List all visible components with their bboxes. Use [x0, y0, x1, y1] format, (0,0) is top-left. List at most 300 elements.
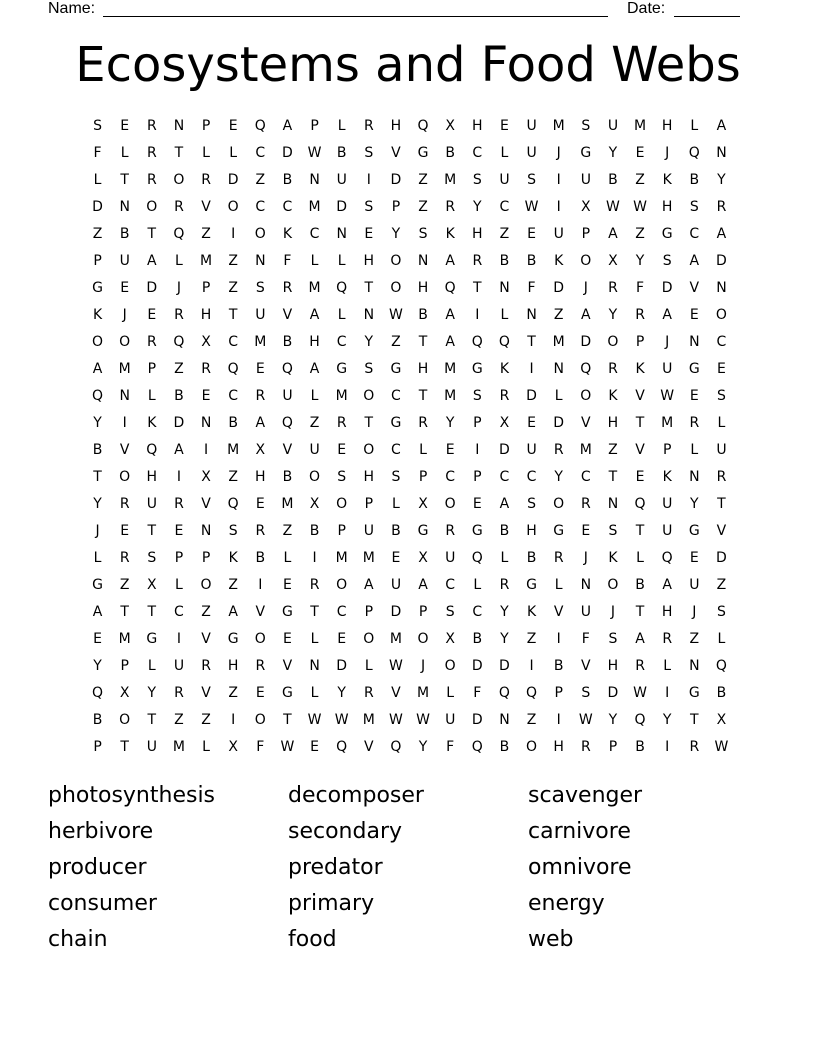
- grid-letter[interactable]: K: [662, 468, 672, 485]
- grid-letter[interactable]: R: [418, 414, 428, 431]
- grid-letter[interactable]: E: [120, 522, 130, 539]
- grid-letter[interactable]: Z: [689, 630, 700, 647]
- grid-letter[interactable]: D: [661, 279, 673, 296]
- grid-letter[interactable]: L: [690, 441, 699, 458]
- grid-letter[interactable]: B: [526, 252, 537, 269]
- grid-letter[interactable]: L: [717, 630, 726, 647]
- grid-letter[interactable]: Z: [526, 630, 537, 647]
- grid-letter[interactable]: Z: [282, 522, 293, 539]
- grid-letter[interactable]: B: [255, 549, 266, 566]
- grid-letter[interactable]: H: [661, 117, 673, 134]
- grid-letter[interactable]: G: [282, 684, 293, 701]
- grid-letter[interactable]: Y: [608, 711, 618, 728]
- grid-letter[interactable]: G: [146, 630, 158, 647]
- grid-letter[interactable]: J: [583, 279, 588, 296]
- grid-letter[interactable]: P: [473, 414, 482, 431]
- grid-letter[interactable]: Q: [146, 441, 158, 458]
- grid-letter[interactable]: Y: [635, 252, 645, 269]
- grid-letter[interactable]: U: [390, 576, 402, 593]
- grid-letter[interactable]: D: [580, 333, 592, 350]
- grid-letter[interactable]: L: [310, 630, 319, 647]
- grid-letter[interactable]: N: [336, 225, 347, 242]
- grid-letter[interactable]: L: [283, 549, 292, 566]
- grid-letter[interactable]: O: [254, 225, 266, 242]
- grid-letter[interactable]: I: [203, 441, 209, 458]
- grid-letter[interactable]: M: [634, 117, 647, 134]
- grid-letter[interactable]: O: [119, 333, 131, 350]
- grid-letter[interactable]: O: [119, 468, 131, 485]
- grid-letter[interactable]: A: [147, 252, 157, 269]
- grid-letter[interactable]: W: [389, 306, 403, 323]
- grid-letter[interactable]: S: [93, 117, 102, 134]
- grid-letter[interactable]: Q: [526, 684, 538, 701]
- grid-letter[interactable]: L: [473, 576, 482, 593]
- grid-letter[interactable]: O: [254, 630, 266, 647]
- grid-letter[interactable]: L: [310, 252, 319, 269]
- grid-letter[interactable]: A: [689, 252, 700, 269]
- grid-letter[interactable]: E: [472, 495, 482, 512]
- grid-letter[interactable]: Q: [417, 117, 429, 134]
- grid-letter[interactable]: U: [445, 549, 456, 566]
- grid-letter[interactable]: D: [336, 657, 348, 674]
- grid-letter[interactable]: M: [172, 738, 185, 755]
- grid-letter[interactable]: T: [147, 603, 157, 620]
- grid-letter[interactable]: J: [95, 522, 100, 539]
- grid-letter[interactable]: U: [716, 441, 727, 458]
- grid-letter[interactable]: P: [662, 441, 672, 458]
- grid-letter[interactable]: J: [583, 549, 588, 566]
- grid-letter[interactable]: X: [201, 468, 211, 485]
- grid-letter[interactable]: R: [282, 279, 293, 296]
- grid-letter[interactable]: I: [231, 225, 236, 242]
- grid-letter[interactable]: X: [228, 738, 238, 755]
- grid-letter[interactable]: Y: [147, 684, 157, 701]
- grid-letter[interactable]: K: [228, 549, 238, 566]
- grid-letter[interactable]: U: [445, 711, 456, 728]
- grid-letter[interactable]: L: [392, 495, 400, 512]
- grid-letter[interactable]: J: [176, 279, 181, 296]
- grid-letter[interactable]: V: [119, 441, 130, 458]
- grid-letter[interactable]: L: [663, 657, 672, 674]
- grid-letter[interactable]: O: [227, 198, 239, 215]
- grid-letter[interactable]: P: [473, 468, 482, 485]
- grid-letter[interactable]: C: [716, 333, 727, 350]
- grid-letter[interactable]: N: [309, 171, 320, 188]
- grid-letter[interactable]: E: [283, 576, 292, 593]
- grid-letter[interactable]: R: [174, 495, 184, 512]
- grid-letter[interactable]: Q: [715, 657, 727, 674]
- grid-letter[interactable]: X: [147, 576, 157, 593]
- grid-letter[interactable]: O: [363, 441, 375, 458]
- grid-letter[interactable]: S: [364, 198, 374, 215]
- grid-letter[interactable]: O: [390, 252, 402, 269]
- grid-letter[interactable]: T: [364, 414, 374, 431]
- grid-letter[interactable]: P: [93, 252, 102, 269]
- grid-letter[interactable]: P: [147, 360, 157, 377]
- grid-letter[interactable]: H: [661, 603, 673, 620]
- grid-letter[interactable]: R: [472, 252, 483, 269]
- grid-letter[interactable]: O: [580, 387, 592, 404]
- grid-letter[interactable]: I: [231, 711, 236, 728]
- grid-letter[interactable]: B: [526, 549, 537, 566]
- grid-letter[interactable]: O: [444, 657, 456, 674]
- grid-letter[interactable]: Y: [500, 603, 509, 620]
- grid-letter[interactable]: A: [499, 495, 510, 512]
- grid-letter[interactable]: T: [364, 279, 374, 296]
- grid-letter[interactable]: N: [499, 711, 510, 728]
- grid-letter[interactable]: O: [363, 387, 375, 404]
- grid-letter[interactable]: C: [174, 603, 184, 620]
- grid-letter[interactable]: T: [635, 603, 645, 620]
- grid-letter[interactable]: U: [662, 360, 673, 377]
- grid-letter[interactable]: A: [364, 576, 374, 593]
- grid-letter[interactable]: S: [418, 225, 428, 242]
- grid-letter[interactable]: D: [471, 657, 483, 674]
- grid-letter[interactable]: O: [336, 495, 348, 512]
- grid-letter[interactable]: S: [527, 495, 536, 512]
- grid-letter[interactable]: L: [175, 252, 183, 269]
- grid-letter[interactable]: I: [556, 630, 561, 647]
- grid-letter[interactable]: P: [201, 279, 211, 296]
- grid-letter[interactable]: B: [282, 333, 293, 350]
- grid-letter[interactable]: P: [608, 738, 618, 755]
- grid-letter[interactable]: Z: [92, 225, 103, 242]
- grid-letter[interactable]: O: [444, 495, 456, 512]
- grid-letter[interactable]: G: [688, 360, 700, 377]
- grid-letter[interactable]: E: [93, 630, 102, 647]
- grid-letter[interactable]: J: [556, 144, 561, 161]
- grid-letter[interactable]: B: [309, 522, 320, 539]
- grid-letter[interactable]: S: [364, 144, 374, 161]
- grid-letter[interactable]: U: [499, 171, 510, 188]
- grid-letter[interactable]: L: [717, 414, 726, 431]
- grid-letter[interactable]: Z: [635, 225, 645, 242]
- grid-letter[interactable]: R: [716, 468, 727, 485]
- grid-letter[interactable]: O: [173, 171, 185, 188]
- grid-letter[interactable]: O: [254, 711, 266, 728]
- grid-letter[interactable]: N: [119, 198, 130, 215]
- grid-letter[interactable]: R: [689, 414, 700, 431]
- grid-letter[interactable]: E: [255, 684, 265, 701]
- grid-letter[interactable]: Y: [445, 414, 455, 431]
- grid-letter[interactable]: E: [717, 360, 726, 377]
- grid-letter[interactable]: K: [608, 387, 618, 404]
- grid-letter[interactable]: D: [390, 171, 402, 188]
- grid-letter[interactable]: U: [526, 117, 537, 134]
- grid-letter[interactable]: P: [337, 522, 346, 539]
- grid-letter[interactable]: Z: [418, 198, 428, 215]
- grid-letter[interactable]: S: [689, 198, 699, 215]
- grid-letter[interactable]: U: [553, 225, 564, 242]
- grid-letter[interactable]: R: [119, 549, 130, 566]
- grid-letter[interactable]: B: [174, 387, 184, 404]
- grid-letter[interactable]: C: [282, 198, 293, 215]
- grid-letter[interactable]: M: [444, 360, 457, 377]
- grid-letter[interactable]: Y: [93, 657, 102, 674]
- grid-letter[interactable]: N: [200, 414, 212, 431]
- grid-letter[interactable]: E: [255, 495, 265, 512]
- grid-letter[interactable]: D: [499, 657, 510, 674]
- grid-letter[interactable]: M: [335, 549, 348, 566]
- grid-letter[interactable]: G: [688, 522, 700, 539]
- grid-letter[interactable]: S: [472, 171, 482, 188]
- grid-letter[interactable]: V: [391, 144, 401, 161]
- grid-letter[interactable]: E: [527, 414, 536, 431]
- grid-letter[interactable]: W: [633, 684, 647, 701]
- grid-letter[interactable]: R: [201, 360, 211, 377]
- grid-letter[interactable]: M: [227, 441, 240, 458]
- grid-letter[interactable]: F: [473, 684, 482, 701]
- grid-letter[interactable]: A: [608, 225, 618, 242]
- grid-letter[interactable]: V: [553, 603, 564, 620]
- grid-letter[interactable]: H: [417, 360, 429, 377]
- grid-letter[interactable]: C: [499, 468, 510, 485]
- grid-letter[interactable]: Z: [499, 225, 510, 242]
- grid-letter[interactable]: I: [529, 360, 534, 377]
- grid-letter[interactable]: E: [174, 522, 184, 539]
- grid-letter[interactable]: U: [526, 144, 537, 161]
- grid-letter[interactable]: I: [475, 441, 480, 458]
- grid-letter[interactable]: C: [499, 198, 510, 215]
- grid-letter[interactable]: Z: [635, 171, 645, 188]
- grid-letter[interactable]: O: [553, 495, 565, 512]
- grid-letter[interactable]: R: [309, 576, 320, 593]
- grid-letter[interactable]: H: [200, 306, 212, 323]
- grid-letter[interactable]: V: [391, 684, 401, 701]
- grid-letter[interactable]: N: [689, 657, 700, 674]
- grid-letter[interactable]: Z: [228, 576, 238, 593]
- grid-letter[interactable]: I: [556, 711, 561, 728]
- grid-letter[interactable]: T: [418, 387, 428, 404]
- grid-letter[interactable]: E: [283, 630, 292, 647]
- grid-letter[interactable]: T: [418, 333, 428, 350]
- grid-letter[interactable]: K: [608, 549, 618, 566]
- grid-letter[interactable]: S: [716, 387, 726, 404]
- grid-letter[interactable]: T: [608, 468, 618, 485]
- grid-letter[interactable]: Q: [471, 333, 483, 350]
- grid-letter[interactable]: O: [390, 279, 402, 296]
- grid-letter[interactable]: M: [552, 333, 565, 350]
- grid-letter[interactable]: I: [366, 171, 371, 188]
- grid-letter[interactable]: I: [176, 630, 181, 647]
- grid-letter[interactable]: L: [120, 144, 129, 161]
- grid-letter[interactable]: T: [93, 468, 102, 485]
- grid-letter[interactable]: Z: [201, 603, 211, 620]
- grid-letter[interactable]: R: [201, 171, 211, 188]
- grid-letter[interactable]: E: [635, 468, 645, 485]
- grid-letter[interactable]: L: [500, 144, 509, 161]
- grid-letter[interactable]: E: [445, 441, 455, 458]
- grid-letter[interactable]: U: [526, 441, 537, 458]
- grid-letter[interactable]: U: [146, 738, 157, 755]
- grid-letter[interactable]: H: [390, 117, 402, 134]
- grid-letter[interactable]: C: [228, 333, 239, 350]
- grid-letter[interactable]: Y: [554, 468, 563, 485]
- grid-letter[interactable]: J: [665, 333, 670, 350]
- grid-letter[interactable]: R: [608, 360, 618, 377]
- grid-letter[interactable]: Q: [661, 549, 673, 566]
- grid-letter[interactable]: P: [554, 684, 563, 701]
- grid-letter[interactable]: E: [689, 306, 699, 323]
- grid-letter[interactable]: E: [255, 360, 265, 377]
- grid-letter[interactable]: M: [308, 279, 321, 296]
- grid-letter[interactable]: X: [201, 333, 211, 350]
- grid-letter[interactable]: C: [472, 603, 483, 620]
- grid-letter[interactable]: U: [662, 522, 673, 539]
- grid-letter[interactable]: V: [581, 657, 591, 674]
- grid-letter[interactable]: E: [364, 225, 374, 242]
- grid-letter[interactable]: H: [309, 333, 320, 350]
- grid-letter[interactable]: R: [363, 117, 374, 134]
- grid-letter[interactable]: Y: [337, 684, 346, 701]
- grid-letter[interactable]: M: [444, 387, 457, 404]
- grid-letter[interactable]: G: [526, 576, 537, 593]
- grid-letter[interactable]: A: [92, 360, 103, 377]
- grid-letter[interactable]: S: [472, 387, 482, 404]
- grid-letter[interactable]: H: [607, 657, 619, 674]
- grid-letter[interactable]: M: [362, 711, 375, 728]
- grid-letter[interactable]: Z: [228, 468, 238, 485]
- grid-letter[interactable]: H: [607, 414, 619, 431]
- grid-letter[interactable]: M: [552, 117, 565, 134]
- grid-letter[interactable]: M: [118, 630, 131, 647]
- grid-letter[interactable]: R: [146, 144, 157, 161]
- grid-letter[interactable]: P: [391, 198, 401, 215]
- grid-letter[interactable]: E: [500, 117, 509, 134]
- grid-letter[interactable]: P: [201, 549, 211, 566]
- grid-letter[interactable]: C: [472, 144, 483, 161]
- grid-letter[interactable]: H: [255, 468, 266, 485]
- grid-letter[interactable]: U: [255, 306, 266, 323]
- grid-letter[interactable]: H: [417, 279, 429, 296]
- grid-letter[interactable]: C: [445, 468, 456, 485]
- grid-letter[interactable]: L: [364, 657, 373, 674]
- grid-letter[interactable]: W: [334, 711, 349, 728]
- grid-letter[interactable]: Z: [201, 711, 211, 728]
- grid-letter[interactable]: P: [201, 117, 211, 134]
- grid-letter[interactable]: V: [716, 522, 727, 539]
- grid-letter[interactable]: B: [499, 522, 510, 539]
- grid-letter[interactable]: B: [445, 144, 455, 161]
- grid-letter[interactable]: E: [689, 549, 699, 566]
- grid-letter[interactable]: X: [445, 117, 455, 134]
- grid-letter[interactable]: E: [527, 225, 536, 242]
- grid-letter[interactable]: F: [283, 252, 292, 269]
- grid-letter[interactable]: V: [282, 306, 293, 323]
- grid-letter[interactable]: L: [93, 171, 102, 188]
- grid-letter[interactable]: J: [692, 603, 697, 620]
- grid-letter[interactable]: Y: [500, 630, 509, 647]
- grid-letter[interactable]: H: [227, 657, 239, 674]
- grid-letter[interactable]: A: [635, 630, 645, 647]
- grid-letter[interactable]: A: [445, 306, 455, 323]
- grid-letter[interactable]: A: [309, 360, 320, 377]
- grid-letter[interactable]: A: [581, 306, 591, 323]
- grid-letter[interactable]: D: [607, 684, 619, 701]
- grid-letter[interactable]: D: [336, 198, 348, 215]
- grid-letter[interactable]: T: [147, 711, 157, 728]
- grid-letter[interactable]: O: [607, 333, 619, 350]
- grid-letter[interactable]: F: [93, 144, 102, 161]
- grid-letter[interactable]: Z: [553, 306, 564, 323]
- grid-letter[interactable]: X: [716, 711, 727, 728]
- grid-letter[interactable]: Y: [717, 171, 726, 188]
- grid-letter[interactable]: V: [201, 495, 211, 512]
- grid-letter[interactable]: Q: [254, 117, 266, 134]
- grid-letter[interactable]: M: [335, 387, 348, 404]
- grid-letter[interactable]: B: [282, 171, 293, 188]
- grid-letter[interactable]: H: [526, 522, 537, 539]
- grid-letter[interactable]: L: [419, 441, 427, 458]
- grid-letter[interactable]: G: [336, 360, 348, 377]
- grid-letter[interactable]: A: [282, 117, 293, 134]
- grid-letter[interactable]: X: [608, 252, 618, 269]
- grid-letter[interactable]: M: [389, 630, 402, 647]
- grid-letter[interactable]: U: [146, 495, 157, 512]
- grid-letter[interactable]: F: [256, 738, 265, 755]
- grid-letter[interactable]: E: [228, 117, 238, 134]
- grid-letter[interactable]: A: [662, 576, 672, 593]
- grid-letter[interactable]: C: [309, 225, 320, 242]
- grid-letter[interactable]: R: [174, 198, 184, 215]
- grid-letter[interactable]: L: [554, 576, 563, 593]
- grid-letter[interactable]: L: [337, 306, 346, 323]
- grid-letter[interactable]: I: [556, 171, 561, 188]
- grid-letter[interactable]: J: [122, 306, 127, 323]
- grid-letter[interactable]: Q: [444, 279, 456, 296]
- grid-letter[interactable]: C: [228, 387, 239, 404]
- grid-letter[interactable]: M: [579, 441, 592, 458]
- grid-letter[interactable]: P: [120, 657, 129, 674]
- grid-letter[interactable]: W: [578, 711, 593, 728]
- grid-letter[interactable]: H: [146, 468, 158, 485]
- grid-letter[interactable]: R: [363, 684, 374, 701]
- grid-letter[interactable]: I: [312, 549, 317, 566]
- grid-letter[interactable]: Y: [662, 711, 672, 728]
- grid-letter[interactable]: C: [445, 576, 456, 593]
- grid-letter[interactable]: E: [310, 738, 319, 755]
- grid-letter[interactable]: O: [92, 333, 104, 350]
- grid-letter[interactable]: L: [175, 576, 183, 593]
- grid-letter[interactable]: E: [391, 549, 401, 566]
- grid-letter[interactable]: M: [362, 549, 375, 566]
- grid-letter[interactable]: L: [229, 144, 238, 161]
- grid-letter[interactable]: O: [119, 711, 131, 728]
- grid-letter[interactable]: M: [444, 171, 457, 188]
- grid-letter[interactable]: G: [661, 225, 673, 242]
- grid-letter[interactable]: O: [146, 198, 158, 215]
- grid-letter[interactable]: Y: [608, 306, 618, 323]
- grid-letter[interactable]: X: [255, 441, 266, 458]
- grid-letter[interactable]: L: [500, 306, 509, 323]
- grid-letter[interactable]: Q: [227, 495, 239, 512]
- grid-letter[interactable]: O: [417, 630, 429, 647]
- grid-letter[interactable]: L: [500, 549, 509, 566]
- grid-letter[interactable]: R: [445, 522, 456, 539]
- grid-letter[interactable]: W: [307, 711, 322, 728]
- grid-letter[interactable]: W: [307, 144, 322, 161]
- grid-letter[interactable]: E: [337, 441, 347, 458]
- grid-letter[interactable]: D: [471, 711, 483, 728]
- grid-letter[interactable]: U: [580, 603, 591, 620]
- grid-letter[interactable]: A: [309, 306, 320, 323]
- date-field[interactable]: [674, 0, 740, 17]
- grid-letter[interactable]: E: [689, 387, 699, 404]
- grid-letter[interactable]: T: [174, 144, 184, 161]
- grid-letter[interactable]: T: [690, 711, 699, 728]
- grid-letter[interactable]: A: [445, 252, 455, 269]
- grid-letter[interactable]: C: [526, 468, 537, 485]
